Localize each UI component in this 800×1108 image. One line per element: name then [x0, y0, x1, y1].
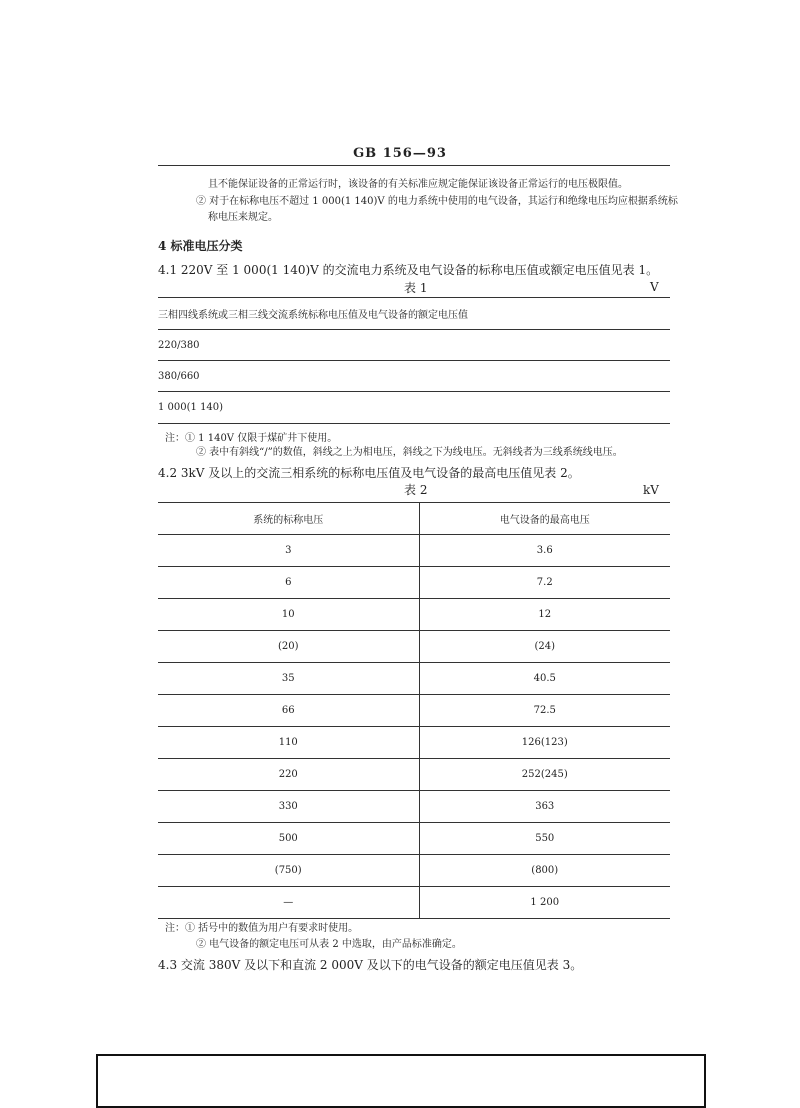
intro-line-3: 称电压来规定。: [208, 212, 278, 223]
table2-cell-max: 252(245): [419, 759, 670, 791]
table2-cell-nominal: 35: [158, 663, 419, 695]
table1-header: 三相四线系统或三相三线交流系统标称电压值及电气设备的额定电压值: [158, 298, 670, 330]
header-rule: [158, 165, 670, 166]
table2-cell-nominal: 330: [158, 791, 419, 823]
table2-note-2: ② 电气设备的额定电压可从表 2 中选取，由产品标准确定。: [196, 939, 462, 950]
table2-cell-max: 550: [419, 823, 670, 855]
intro-line-1: 且不能保证设备的正常运行时，该设备的有关标准应规定能保证该设备正常运行的电压极限值。: [208, 179, 628, 190]
table2-unit: kV: [643, 483, 659, 497]
table2-cell-max: 363: [419, 791, 670, 823]
section-4-heading: 4 标准电压分类: [158, 239, 243, 253]
table1-unit: V: [650, 280, 659, 294]
table2-cell-max: 40.5: [419, 663, 670, 695]
table2-cell-max: 72.5: [419, 695, 670, 727]
table2-cell-nominal: 220: [158, 759, 419, 791]
table2-cell-nominal: (750): [158, 855, 419, 887]
table2-cell-max: 7.2: [419, 567, 670, 599]
table2-cell-max: 12: [419, 599, 670, 631]
table2-cell-max: 1 200: [419, 887, 670, 919]
table2-cell-nominal: 10: [158, 599, 419, 631]
clause-4-2: 4.2 3kV 及以上的交流三相系统的标称电压值及电气设备的最高电压值见表 2。: [158, 466, 580, 480]
table2-cell-nominal: 66: [158, 695, 419, 727]
table2-cell-max: 126(123): [419, 727, 670, 759]
table2-col-header-nominal: 系统的标称电压: [158, 503, 419, 535]
table2-cell-nominal: 500: [158, 823, 419, 855]
table2-col-header-max: 电气设备的最高电压: [419, 503, 670, 535]
bottom-frame: [96, 1054, 706, 1108]
table2-cell-max: 3.6: [419, 535, 670, 567]
clause-4-3: 4.3 交流 380V 及以下和直流 2 000V 及以下的电气设备的额定电压值见表 3。: [158, 958, 583, 972]
table2-cell-max: (24): [419, 631, 670, 663]
table2-cell-nominal: (20): [158, 631, 419, 663]
table2: [158, 502, 670, 919]
table1-note-2: ② 表中有斜线“/”的数值，斜线之上为相电压，斜线之下为线电压。无斜线者为三线系统线电压。: [196, 447, 623, 458]
intro-line-2: ② 对于在标称电压不超过 1 000(1 140)V 的电力系统中使用的电气设备，其运行和绝缘电压均应根据系统标: [196, 196, 678, 207]
table1: [158, 297, 670, 424]
table2-cell-nominal: 110: [158, 727, 419, 759]
table1-row: 1 000(1 140): [158, 392, 670, 424]
table2-cell-max: (800): [419, 855, 670, 887]
table2-cell-nominal: 6: [158, 567, 419, 599]
table2-cell-nominal: 3: [158, 535, 419, 567]
table1-row: 220/380: [158, 330, 670, 361]
table1-row: 380/660: [158, 361, 670, 392]
table1-note-1: 注：① 1 140V 仅限于煤矿井下使用。: [165, 433, 338, 444]
table1-caption: 表 1: [404, 281, 428, 295]
table2-caption: 表 2: [404, 483, 428, 497]
clause-4-1: 4.1 220V 至 1 000(1 140)V 的交流电力系统及电气设备的标称电压值或额定电压值见表 1。: [158, 263, 659, 277]
table2-note-1: 注：① 括号中的数值为用户有要求时使用。: [165, 923, 359, 934]
table2-cell-nominal: —: [158, 887, 419, 919]
page-header: GB 156—93: [353, 146, 447, 161]
